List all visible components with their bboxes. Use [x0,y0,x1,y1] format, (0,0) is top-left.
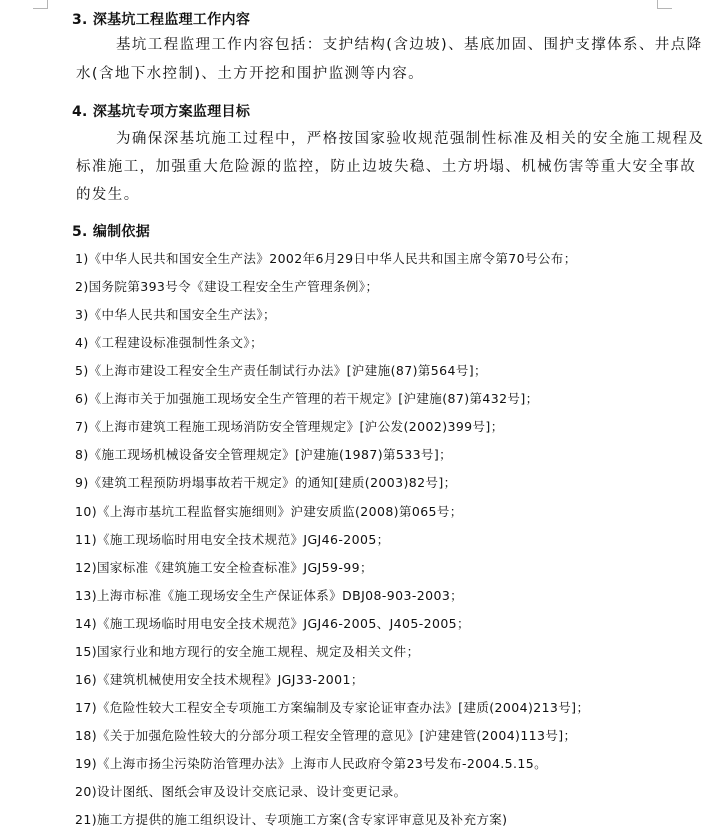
reference-item: 21)施工方提供的施工组织设计、专项施工方案(含专家评审意见及补充方案) [75,812,508,827]
section-heading: 4. 深基坑专项方案监理目标 [72,104,251,120]
paragraph-line: 基坑工程监理工作内容包括：支护结构(含边坡)、基底加固、围护支撑体系、井点降 [116,37,703,53]
reference-item: 1)《中华人民共和国安全生产法》2002年6月29日中华人民共和国主席令第70号公布； [75,251,577,266]
reference-item: 7)《上海市建筑工程施工现场消防安全管理规定》[沪公发(2002)399号]； [75,419,504,434]
reference-item: 18)《关于加强危险性较大的分部分项工程安全管理的意见》[沪建建管(2004)113号]； [75,728,577,743]
paragraph-line: 水(含地下水控制)、土方开挖和围护监测等内容。 [76,66,425,82]
reference-item: 14)《施工现场临时用电安全技术规范》JGJ46-2005、J405-2005； [75,616,470,631]
reference-item: 10)《上海市基坑工程监督实施细则》沪建安质监(2008)第065号； [75,504,463,519]
section-heading: 5. 编制依据 [72,224,151,240]
reference-item: 6)《上海市关于加强施工现场安全生产管理的若干规定》[沪建施(87)第432号]； [75,391,539,406]
reference-item: 8)《施工现场机械设备安全管理规定》[沪建施(1987)第533号]； [75,447,453,462]
reference-item: 15)国家行业和地方现行的安全施工规程、规定及相关文件； [75,644,420,659]
section-heading: 3. 深基坑工程监理工作内容 [72,12,251,28]
reference-item: 2)国务院第393号令《建设工程安全生产管理条例》； [75,279,379,294]
reference-item: 20)设计图纸、图纸会审及设计交底记录、设计变更记录。 [75,784,407,799]
paragraph-line: 为确保深基坑施工过程中，严格按国家验收规范强制性标准及相关的安全施工规程及 [116,131,705,147]
reference-item: 9)《建筑工程预防坍塌事故若干规定》的通知[建质(2003)82号]； [75,475,457,490]
reference-item: 13)上海市标准《施工现场安全生产保证体系》DBJ08-903-2003； [75,588,464,603]
reference-item: 11)《施工现场临时用电安全技术规范》JGJ46-2005； [75,532,390,547]
reference-item: 17)《危险性较大工程安全专项施工方案编制及专家论证审查办法》[建质(2004)213号]； [75,700,590,715]
reference-item: 12)国家标准《建筑施工安全检查标准》JGJ59-99； [75,560,373,575]
reference-item: 3)《中华人民共和国安全生产法》； [75,307,276,322]
reference-item: 5)《上海市建设工程安全生产责任制试行办法》[沪建施(87)第564号]； [75,363,487,378]
reference-item: 19)《上海市扬尘污染防治管理办法》上海市人民政府令第23号发布-2004.5.15。 [75,756,548,771]
reference-item: 16)《建筑机械使用安全技术规程》JGJ33-2001； [75,672,364,687]
reference-item: 4)《工程建设标准强制性条文》； [75,335,263,350]
paragraph-line: 的发生。 [76,187,140,203]
paragraph-line: 标准施工，加强重大危险源的监控，防止边坡失稳、土方坍塌、机械伤害等重大安全事故 [76,159,697,175]
